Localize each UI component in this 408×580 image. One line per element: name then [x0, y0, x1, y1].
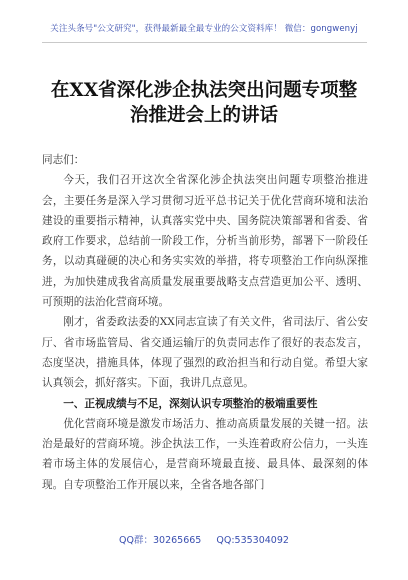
section-heading: 一、正视成绩与不足，深刻认识专项整治的极端重要性	[63, 397, 318, 410]
footer-qq-group: QQ群：30265665	[119, 535, 202, 546]
footer-qq: QQ:535304092	[216, 535, 289, 546]
document-body	[42, 150, 368, 495]
header-note: 关注头条号"公文研究"，获得最新最全最专业的公文资料库！ 微信：gongwenyj	[50, 24, 358, 34]
title-line-2: 治推进会上的讲话	[129, 105, 278, 126]
document-title	[36, 78, 372, 128]
footer-contact	[0, 532, 408, 546]
title-line-1: 在XX省深化涉企执法突出问题专项整	[50, 80, 358, 101]
paragraph-remarks: 刚才，省委政法委的XX同志宣读了有关文件，省司法厅、省公安厅、省市场监管局、省交通运输厅的负责同志作了很好的表态发言，态度坚决，措施具体，体现了强烈的政治担当和行动自觉。希望大家认真领会，抓好落实。下面，我讲几点意见。	[42, 316, 368, 390]
salutation: 同志们：	[42, 154, 85, 166]
paragraph-intro: 今天，我们召开这次全省深化涉企执法突出问题专项整治推进会，主要任务是深入学习贯彻习近平总书记关于优化营商环境和法治建设的重要指示精神，认真落实党中央、国务院决策部署和省委、省政府工作要求，总结前一阶段工作，分析当前形势，部署下一阶段任务，以动真碰硬的决心和务实实效的举措，将专项整治工作向纵深推进，为加快建成我省高质量发展重要战略支点营造更加公平、透明、可预期的法治化营商环境。	[42, 174, 368, 309]
header-divider	[42, 42, 367, 43]
section-paragraph: 优化营商环境是激发市场活力、推动高质量发展的关键一招。法治是最好的营商环境。涉企执法工作，一头连着政府公信力，一头连着市场主体的发展信心，是营商环境最直接、最具体、最深刻的体现。自专项整治工作开展以来，全省各地各部门	[42, 417, 368, 491]
